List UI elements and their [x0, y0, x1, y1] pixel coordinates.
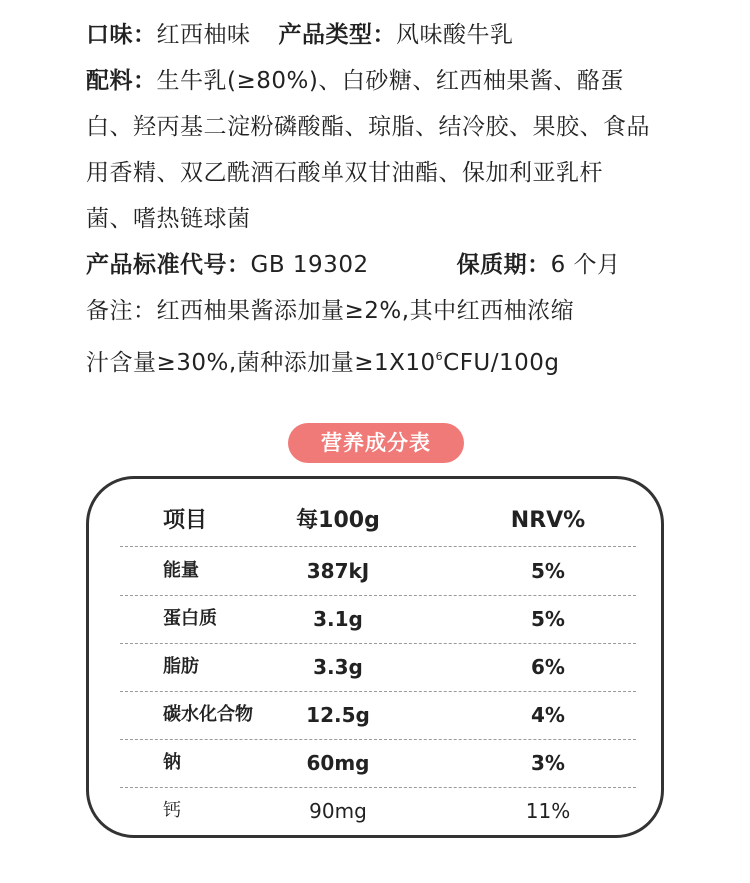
row-nrv: 6%	[531, 655, 565, 679]
row-per100g: 90mg	[309, 799, 367, 823]
table-row	[120, 595, 636, 644]
note-line-2-prefix: 汁含量≥30%,菌种添加量≥1X10	[86, 350, 436, 376]
ingredients-text-1: 生牛乳(≥80%)、白砂糖、红西柚果酱、酪蛋	[156, 68, 624, 94]
nutrition-table	[86, 476, 664, 838]
row-item: 脂肪	[163, 656, 199, 677]
product-type-value: 风味酸牛乳	[396, 22, 514, 48]
table-row	[120, 643, 636, 692]
row-per100g: 60mg	[306, 751, 370, 775]
shelf-life-value: 6 个月	[550, 252, 621, 278]
header-nrv: NRV%	[510, 508, 586, 533]
row-nrv: 5%	[531, 559, 565, 583]
standard-value: GB 19302	[250, 252, 369, 278]
header-per100g: 每100g	[296, 508, 380, 533]
flavor-value: 红西柚味	[156, 22, 251, 48]
flavor-line	[86, 12, 686, 58]
product-type-label: 产品类型：	[278, 22, 396, 48]
table-row	[120, 739, 636, 788]
ingredients-text-4: 菌、嗜热链球菌	[86, 206, 251, 232]
nutrition-title-badge: 营养成分表	[288, 423, 464, 463]
note-line-2	[86, 334, 686, 386]
table-row	[120, 787, 636, 835]
row-nrv: 11%	[525, 799, 571, 823]
table-header-row	[120, 496, 636, 547]
row-nrv: 4%	[531, 703, 565, 727]
row-per100g: 3.3g	[313, 655, 363, 679]
note-line-2-suffix: CFU/100g	[443, 350, 560, 376]
ingredients-text-3: 用香精、双乙酰酒石酸单双甘油酯、保加利亚乳杆	[86, 160, 603, 186]
row-per100g: 387kJ	[306, 559, 370, 583]
row-per100g: 3.1g	[313, 607, 363, 631]
standard-label: 产品标准代号：	[86, 252, 251, 278]
row-item: 能量	[163, 560, 199, 581]
ingredients-label: 配料：	[86, 68, 157, 94]
row-item: 钠	[163, 752, 181, 773]
header-item: 项目	[163, 508, 208, 533]
shelf-life-label: 保质期：	[456, 252, 551, 278]
table-row	[120, 691, 636, 740]
row-item: 钙	[163, 800, 181, 821]
product-info	[86, 12, 686, 386]
note-exponent: 6	[435, 350, 444, 363]
row-item: 碳水化合物	[163, 704, 253, 725]
row-per100g: 12.5g	[306, 703, 370, 727]
row-nrv: 3%	[531, 751, 565, 775]
table-row	[120, 547, 636, 596]
flavor-label: 口味：	[86, 22, 157, 48]
ingredients-line-1	[86, 58, 686, 104]
note-line-1: 备注：红西柚果酱添加量≥2%,其中红西柚浓缩	[86, 298, 575, 324]
ingredients-text-2: 白、羟丙基二淀粉磷酸酯、琼脂、结冷胶、果胶、食品	[86, 114, 650, 140]
standard-line	[86, 242, 686, 288]
row-nrv: 5%	[531, 607, 565, 631]
row-item: 蛋白质	[163, 608, 217, 629]
